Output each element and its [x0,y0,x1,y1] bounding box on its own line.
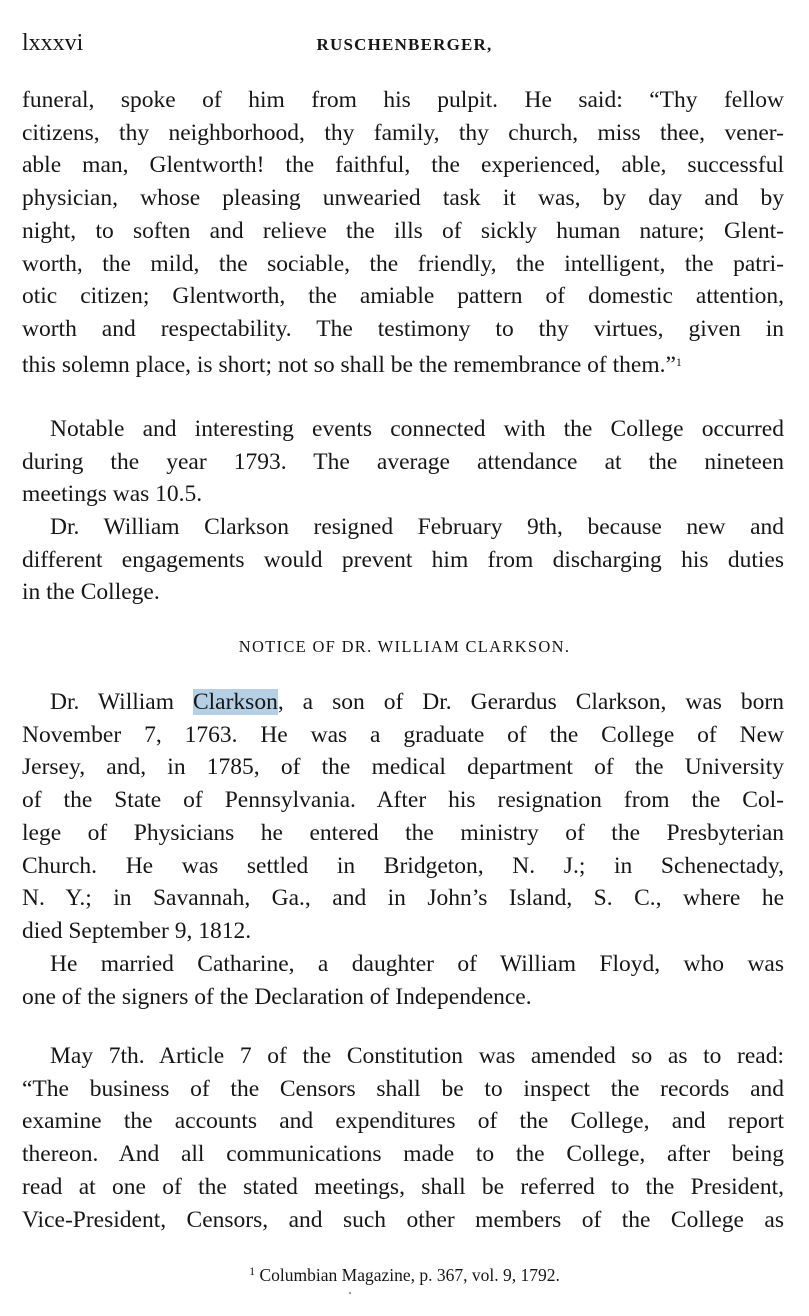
text-line [22,346,784,382]
footnote-text: Columbian Magazine, p. 367, vol. 9, 1792. [259,1265,560,1285]
paragraph-funeral-speech [22,84,784,381]
section-title: NOTICE OF DR. WILLIAM CLARKSON. [238,637,571,656]
text-line: N. Y.; in Savannah, Ga., and in John’s Island, S. C., where he [22,885,784,912]
text-line: Vice-President, Censors, and such other members of the College as [22,1206,784,1233]
text-line: of the State of Pennsylvania. After his resignation from the Col- [22,787,784,814]
text-line: one of the signers of the Declaration of Independence. [22,983,532,1010]
text-line-content: this solemn place, is short; not so shall be the remembrance of them.” [22,351,676,378]
text-line: He married Catharine, a daughter of William Floyd, who was [50,951,784,977]
text-line: meetings was 10.5. [22,481,203,508]
text-line: worth, the mild, the sociable, the friendly, the intelligent, the patri- [22,250,784,277]
notice-text-before: Dr. William [50,689,193,715]
text-line: in the College. [22,579,160,606]
paragraph-1793-events [22,413,784,511]
text-line: May 7th. Article 7 of the Constitution was amended so as to read: [50,1043,784,1069]
text-line: night, to soften and relieve the ills of sickly human nature; Glent- [22,217,784,244]
text-line: examine the accounts and expenditures of the College, and report [22,1108,784,1135]
text-line: Church. He was settled in Bridgeton, N. J.; in Schenectady, [22,852,784,879]
text-line: able man, Glentworth! the faithful, the experienced, able, successful [22,152,784,179]
text-line: Notable and interesting events connected with the College occurred [50,416,784,442]
text-line: “The business of the Censors shall be to inspect the records and [22,1075,784,1102]
text-line: different engagements would prevent him from discharging his duties [22,546,784,573]
footnote [22,1264,787,1286]
text-line: funeral, spoke of him from his pulpit. He said: “Thy fellow [22,87,784,113]
text-line: physician, whose pleasing unwearied task it was, by day and by [22,185,784,212]
page-number: lxxxvi [22,30,84,56]
running-title: RUSCHENBERGER, [316,35,493,54]
text-line: Jersey, and, in 1785, of the medical department of the University [22,754,784,781]
page-header [22,30,787,64]
footnote-reference: 1 [675,354,682,369]
text-line: died September 9, 1812. [22,917,252,944]
text-line [22,686,784,719]
text-line: during the year 1793. The average attendance at the nineteen [22,448,784,475]
text-line: citizens, thy neighborhood, thy family, thy church, miss thee, vener- [22,119,784,146]
footnote-mark: 1 [249,1264,256,1278]
text-line: Dr. William Clarkson resigned February 9th, because new and [50,514,784,540]
text-line: November 7, 1763. He was a graduate of the College of New [22,721,784,748]
text-line: thereon. And all communications made to the College, after being [22,1141,784,1168]
scan-speck [349,1292,351,1294]
paragraph-may-7th-amendment [22,1040,784,1236]
text-line: lege of Physicians he entered the ministry of the Presbyterian [22,819,784,846]
paragraph-clarkson-notice [22,686,784,948]
text-line: read at one of the stated meetings, shall be referred to the President, [22,1173,784,1200]
text-line: worth and respectability. The testimony to thy virtues, given in [22,315,784,342]
paragraph-clarkson-resigned [22,511,784,609]
paragraph-clarkson-marriage [22,948,784,1013]
notice-text-after: , a son of Dr. Gerardus Clarkson, was born [277,689,784,715]
text-line: otic citizen; Glentworth, the amiable pattern of domestic attention, [22,283,784,310]
highlighted-search-match[interactable]: Clarkson [192,689,278,715]
